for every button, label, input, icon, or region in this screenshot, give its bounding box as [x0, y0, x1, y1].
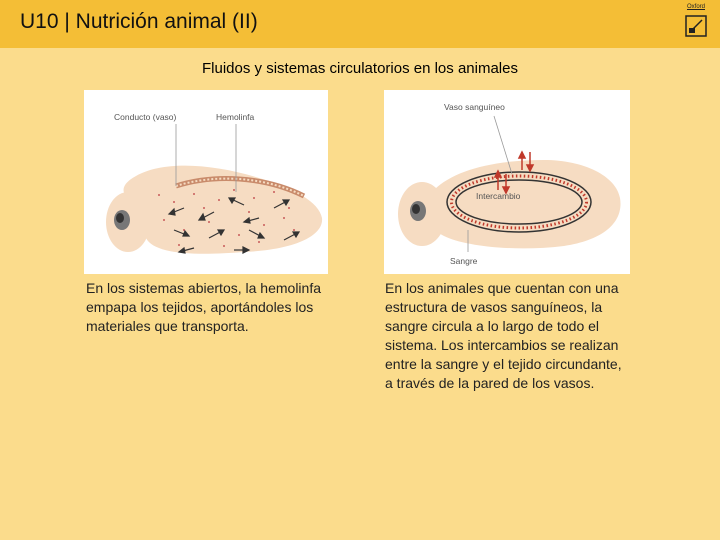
- open-system-diagram: [84, 90, 328, 274]
- label-hemolinfa: Hemolinfa: [216, 112, 255, 122]
- unit-title: U10 | Nutrición animal (II): [20, 10, 258, 33]
- section-title: Fluidos y sistemas circulatorios en los animales: [202, 60, 518, 77]
- label-conducto: Conducto (vaso): [114, 112, 177, 122]
- closed-system-caption: En los animales que cuentan con una estructura de vasos sanguíneos, la sangre circula a lo largo de todo el sistema. Los intercambios se realizan entre la sangre y el tejido circundante, a través de la pared de los vasos.: [385, 280, 622, 391]
- closed-system-diagram: [384, 90, 630, 274]
- header-bar: [0, 0, 720, 48]
- label-sangre: Sangre: [450, 256, 478, 266]
- label-intercambio: Intercambio: [476, 191, 521, 201]
- label-vaso: Vaso sanguíneo: [444, 102, 505, 112]
- open-system-caption: En los sistemas abiertos, la hemolinfa empapa los tejidos, aportándoles los materiales que transporta.: [86, 280, 321, 334]
- publisher-logo: [684, 4, 708, 40]
- logo-text: Oxford: [686, 4, 705, 10]
